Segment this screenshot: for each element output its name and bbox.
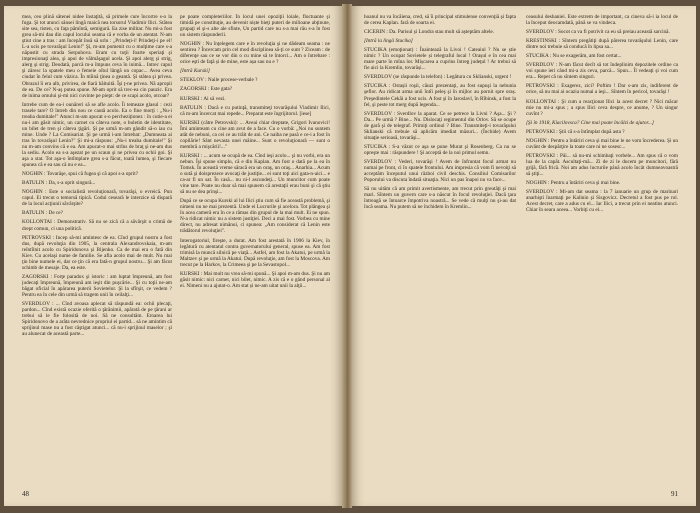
paragraph: ceasului deshaniei. Este extrem de important, ca cineva să-i ia locul de la început deocamdată, până se va vindeca. xyxy=(526,14,678,27)
paragraph: ZAGORSKI : Forţe paradox şi istoric : am luptat împreună, am fost judecaţi împreună, împreună am ieşit din puşcărie... Şi cu toţii ne-am băgat oficial în apărarea puterii Sovietelor. Şi la sfîrşit, ce vedem ? Pentru ea în cele din urmă să tragem unii în ceilalţi... xyxy=(22,273,172,298)
paragraph: BATULIN : De ce? xyxy=(22,210,63,217)
paragraph: ZAGORSKI : Este gata? xyxy=(180,86,233,93)
paragraph: KURSKI : ... acum se ocupă de ea. Cînd ieşi acolo... şi nu vorbi, era un nebun. Îşi spune simplu, că e din Kaplan. Am fost o dată pe la ea în Tomsk. În această vreme săracă era un oraş, un oraş... Anarhia... Acum o sută şi doisprezece avocaţi de justiţie... ei sunt toţi aici gata-n-aici... e ca-ar fi un sat. În casă... nu ni-l ascundeţi... Un muncitor cum poate vine tare. Poate nu doar să mai spunem că arestaţii erau buni şi că ştiu să nu se dea prinşi... xyxy=(180,152,330,196)
paragraph: STUCIKA : Ostașii roşii, căuzi prezentaţi, au fost supuşi la nebunia şeflor. Au ridicat arma unii întîi peleş şi în mijloc au pornit spre oraș. Preşedintele Cekăi a fost ucis. A fost şi în Iaroslavl, în Rîbinsk, a fost la fel, şi peste tot merg după legenda... xyxy=(364,83,516,108)
paragraph: KOLLONTAI : Şi cum a reacţionat Ilici la acest decret ? Nici măcar mie nu mi-a spus ; a spus Ilici ceva despre, ce anume, ? Un singur cuvînt ? xyxy=(526,98,678,117)
paragraph: NOGHIN : Tovarăşe, spui că fugea şi că apoi s-a oprit? xyxy=(22,171,139,178)
left-page-column-1 xyxy=(22,14,172,484)
left-page-number: 48 xyxy=(22,490,29,498)
paragraph: KRESTINSKI : Sîntem pregătiţi după părerea tovarăşului Lenin, care dintre noi trebuie să conducă în lipsa sa... xyxy=(526,38,678,51)
paragraph: PETROVSKI : Ştii că s-a întîmplat după asta ? xyxy=(526,128,625,135)
right-page xyxy=(352,6,696,506)
paragraph: NOGHIN : Pentru a întăriri ceva și mai bine le ne vom încrederea. Și un cuvânt de despărţire la toate care ni ne sosesc... xyxy=(526,137,678,150)
paragraph: KOLLONTAI : Demonstrativ. Să nu se zică că a săvârşit o crimă de drept comun, ci una politică. xyxy=(22,219,172,232)
paragraph: [Intră Kurski] xyxy=(180,68,210,75)
paragraph: SVERDLOV : Vederi, tovarăşi ! Avem de înfruntat focul armat nu numai pe front, ci în spatele frontului. Am impresia că vom fi nevoiţi să acceptăm începutul unui război civil deschis. Consiliul Comisarilor Poporului va discuta îndată situaţia. Nici un pas înapoi nu va face... xyxy=(364,158,516,184)
paragraph: CICERIN : Da. Parisul și Londra stau mult să așteptăm altele. xyxy=(364,29,495,36)
paragraph: NOGHIN : Pentru a întăriri ceva şi mai bine. xyxy=(526,180,621,187)
paragraph: SVERDLOV : Socot ca va fi potrivit ca eu să preiau această sarcină. xyxy=(526,29,670,36)
right-page-number: 91 xyxy=(671,490,678,498)
paragraph: STUCIKA (emoţionat) : Înaintează la Livoi ! Cateaiul ? Nu se știe nimic ? Un ocupat Sovietele și telegraful local ! Orașul e în cea mai mare parte în mîna lor. Mișcarea a cuprins întreg judeţul ! Ar trebui să fie aici la Kremlin, tovarăși... xyxy=(364,47,516,72)
paragraph: STUCIKA : S-a văzut ce aşa se pune Murat şi Rosenberg. Ca nu se opreşte mai : răspundere ! Şi acceptă de la noi primul semn. xyxy=(364,143,516,156)
paragraph: SVERDLOV : N-am făcut decît să tot îndeplinim depozitele ordine ca voi spune ieri când mi-a zis ceva, parcă... Spun... Îl vedeaţi și voi cum era... Repet că nu sîntem singuri. xyxy=(526,62,678,81)
paragraph: PETROVSKI : Incep să-mi amintesc de ea. Cînd grupul nostru a fost dus, după revoluţia din 1905, la centrala Alexandrovskaia, m-am reîntîlnit acolo cu Spiridonova şi Bijenko. Ca de mai era o fată din Kiev. Cu acelaşi nume de familie. Se afla acolo mai de mult. Nu mai ţin bine numele ei, dar ce ţin că era fată-n grupul nostru... Şi am făcut schimb de mesaje. Da, ea este. xyxy=(22,234,172,271)
paragraph: STEKLOV : Naile procese-verbale ? xyxy=(180,77,258,84)
paragraph: [Intră la lingă Stucika] xyxy=(364,38,413,45)
paragraph: Interogatoriul, fireşte, a durat. Am fost arestată în 1906 la Kiev, în legătură cu atentatul contra guvernatorului general, spuse ea. Am fost trimisă la muncă silnică pe viaţă... Astfel, am fost la Akatui, pe urmă la Maltzev şi pe urmă la Akatui. După revoluţie, am fost la Moscova. Am trecut pe la Harkov, la Crimeea şi pe la Sevastopol... xyxy=(180,237,330,268)
paragraph: După ce se ocupa Kurski al lui Ilici ştiu cum să fie această problemă, şi nimeni nu ne mai prezentă. Unde ei Lucrurile şi acelora. Tot plângea şi în acea cameră era în ce a rămas din grupul de la mai mult. Ei ne spun. N-a ridicat nimic nu a sistem justiţiei. Deci a mai fost. Vorbea cu mine direct, nu adresat nimănui, ci spunea: „Am considerat că Lenin este trădătorul revoluţiei". xyxy=(180,198,330,235)
paragraph: PETROVSKI : Exagerez, zici? Poftim ! Dar s-am zis, indiferent de orice, să nu mai ai ocazia numai a ieşi... Sîntem în pericol, tovarăşi ! xyxy=(526,83,678,96)
paragraph: SVERDLOV (se răspundе la telefon) : Legătura cu Sklianski, urgent ! xyxy=(364,74,512,81)
paragraph: SVERDLOV : Mi-am dat seama : la 7 ianuarie un grup de marinari anarhişti înarmaţi pe Kalinin şi Sisgovicz. Decretul a fost pus pe rol. Acest decret, care a adus cu el... Iar Ilici, a trecut prin ei neatins atunci. Chiar în seara aceea... Vorbiţi cu el... xyxy=(526,189,678,214)
paragraph: pe poate completeriilor. În locul unei opoziţii loiale, fluctuante şi timidă pe constituţie, au devenit niște bieţi puteri de milioane abţinute, grupaţi el şi-s alte ale sfinte, Un partid care nu s-a mai rău s-a în fost un sistem răspunderii. xyxy=(180,14,330,39)
paragraph: NOGHIN : Este o socialistă revoluţionară, tovarăşi, o evreică. Pun capul. Ei trecut o temorsă tipică. Codul ceseară le interzice să dispară de la locul acţiunii săvârşite? xyxy=(22,189,172,208)
paragraph: Să nu uităm că am primit avertismente, am trecut prin greutăţi şi mai mari. Sîntem un guvern care s-a născut în focul revoluţiei. Dacă ţara întreagă se întoarce împotriva noastră... Se vede că mulţi nu şi-au dat încă seama. Nu putem să ne închidem în Kremlin... xyxy=(364,186,516,211)
left-page xyxy=(4,6,342,506)
paragraph: Intrebe cum de ea-i ounăreri să se afle acolo. Îi temeaze glasul : cezi trasele tare? O întreb din nou ce caută acolo. Ea o fine morţi : „Nu-i treaba dumitale!" Atunci m-am apucat s-o percheziţionez : în cutie-a ei nu-i am găsit nimic, un carnet cu câteva note, o buletin de identitate, un bilet de tren şi câteva ţigări. Şi pe urmă m-am gândit să-o iau cu mine. Unde ? La Comisariat. Şi pe urmă i-am întrebat: „Dumneata ai tras în tovarăşul Lenin?" Şi mi-a răspuns: „Nu-i treaba dumitale!" Şi nu m-am convins că e ea. Am apucat-o mai strîns de braţ şi ne-am dus la sediu. Acolo ea s-a aşezat pe un scaun şi ne privea cu ochii goi. Şi aşa a stat. Tot aşa-o întîmplare grea s-a făcut, toată lumea, şi fiecare spunea că e ea sau că nu e ea... xyxy=(22,101,172,169)
paragraph: STUCIKA : Nu se exagerăm, am fost certat... xyxy=(526,53,622,60)
paragraph: PETROVSKI : Păi... să nu-mi schimbaţi vorbele... Am spus că o vom lua de la capăt. Ascultaţi-mă... Zi de zi le ducem pe muncitori, fără grijă, fără frică. Noi am adus lucrurile până acolo încât dumneavoastră să ştiţi... xyxy=(526,152,678,177)
paragraph: BATULIN : Dacă e cu putinţă, transmiteţi tovarăşului Vladimir Ilici, că m-am încercat mai repede... Preparat este îngrijitorul. [iese] xyxy=(180,104,330,117)
paragraph: SVERDLOV : ... Cînd avoasa aplecat să răspundă ea: ochii plecaţi, pardon... Cînd există ocazie oferită o ţărănimii, apărată de pe ţărani ar trebui să le fie folosită de noi. Să ne consultăm. Eroarea lui Spiridonovo de a arăta nevrednice propriul ei partid... să ne amintim că sprijinul mase nu a fost câştigat atunci... că nu-i sprijinul maselor ; şi au alunecat de această parte... xyxy=(22,301,172,338)
paragraph: KURSKI : Ai să vezi. xyxy=(180,95,226,102)
paragraph: KURSKI (către Petrovski): ... Aveai chiar dreptate, Grigori Ivanovici! Îmi aminteam cu cine am avut de a face. Cu o vorbă: „Noi nu suntem atât de nebuni, ca cei ce au trăit de ani. Ce naiba ne pasă e ce-i a fost în copilărie! Sânt nevasta unei mâine... Sunt o revoluţionară — sunt o membră a mişcării!..." xyxy=(180,119,330,150)
right-page-column-2 xyxy=(526,14,678,484)
paragraph: SVERDLOV : Sverdlov la aparat. Ce se petrece la Livni ? Aşa... Şi ? Da... Pe urmă ? Bine... Nu. Dislocaţi regimentul din Orlov. Să se ocupe de gară şi de telegraf. Primiţi ordinul ? Bine. Transmiteţi-i tovarăşului Sklianski că trebuie să aplicăm imediat măsuri... (Închide) Avem situaţie serioasă, tovarăşi... xyxy=(364,110,516,141)
paragraph: mea, ceo plină sătenei nidee înstaţită, să primele cure încortre s-o la fuga. Şi tot atunci sânsei lingă maică nea torsorul Vladimir Ilici. Stătea site sea, tisten, cu faţa pămîntă, semigură. Ea zise militar. Nu mi-a fost grea să-mi dau din capul locului seama că e vorba de un atentat. N-am ştiut cine a tras : am începăt însă să urlu : „Prindeţi-i! Prindeţi-i pe el! L-a ucis pe tovarăşul Lenin!" Şi, m-am pomenit cu o mulţime care s-a năpustit cu strada Serpuhova. Eram cu toţii foarte speriaţi şi impresionaţi alea, şi apoi de vălmăşagul acela. Şi apoi alerg şi strig, alerg şi strig. Deodată, parcă m-a împuns ceva în inimă... Intrec capul şi zăresc la spatele meu o femeie oîtul lângă un copac... Avea ceva ciudat în felul cum văzica. În mîină ţinea o geantă. Şi stătea şi privea. Obrazul îi era alb, privirea, de fiară hăituită. Îşi ţ-ne privea. Nă apropii de ea. De ce? N-aş putea spune. M-am oprit să trec-ea cin pauzic. Era de inima omului şi-mi nici cuvinte pe piept: de ce scapi acolo, otcoar? xyxy=(22,14,172,99)
right-page-column-1 xyxy=(364,14,516,484)
paragraph: KURSKI : Mai mult nu vrea să-mi spună... Şi apoi m-am dus. Şi nu am găsit nimic: nici carnet, nici bilet, nimic. A zis că e o gând personal al ei. Nimeni nu a ajutat-o. Am stat și ne-am uitat unii la alţii... xyxy=(180,270,330,289)
paragraph: NOGHIN : Nu înţelegem care e în revoluţia şi ne dădeam seama : ne sentirea ? Încercam prin cel mod disciplinea să-ţi ce sunt ? Ziceam : de diferenţe sau ce se vor din o cu mine să te întorci... Am o întrebare : orice eşti de faţă și de mine, este așa sau nu e ? xyxy=(180,41,330,66)
left-page-column-2 xyxy=(180,14,330,484)
paragraph: BATULIN : Da, s-a oprit singură... xyxy=(22,180,96,187)
paragraph: [Şi în 1918, Kiacilovsca? Cine mai poate încălzi de ajutor...] xyxy=(526,119,654,126)
book-gutter xyxy=(342,4,352,508)
paragraph: hoanul nu va încăiena, cred, să îi principal stimulense convenţiă şi fapta de cerea Kaplan. fară de soarta ei. xyxy=(364,14,516,27)
